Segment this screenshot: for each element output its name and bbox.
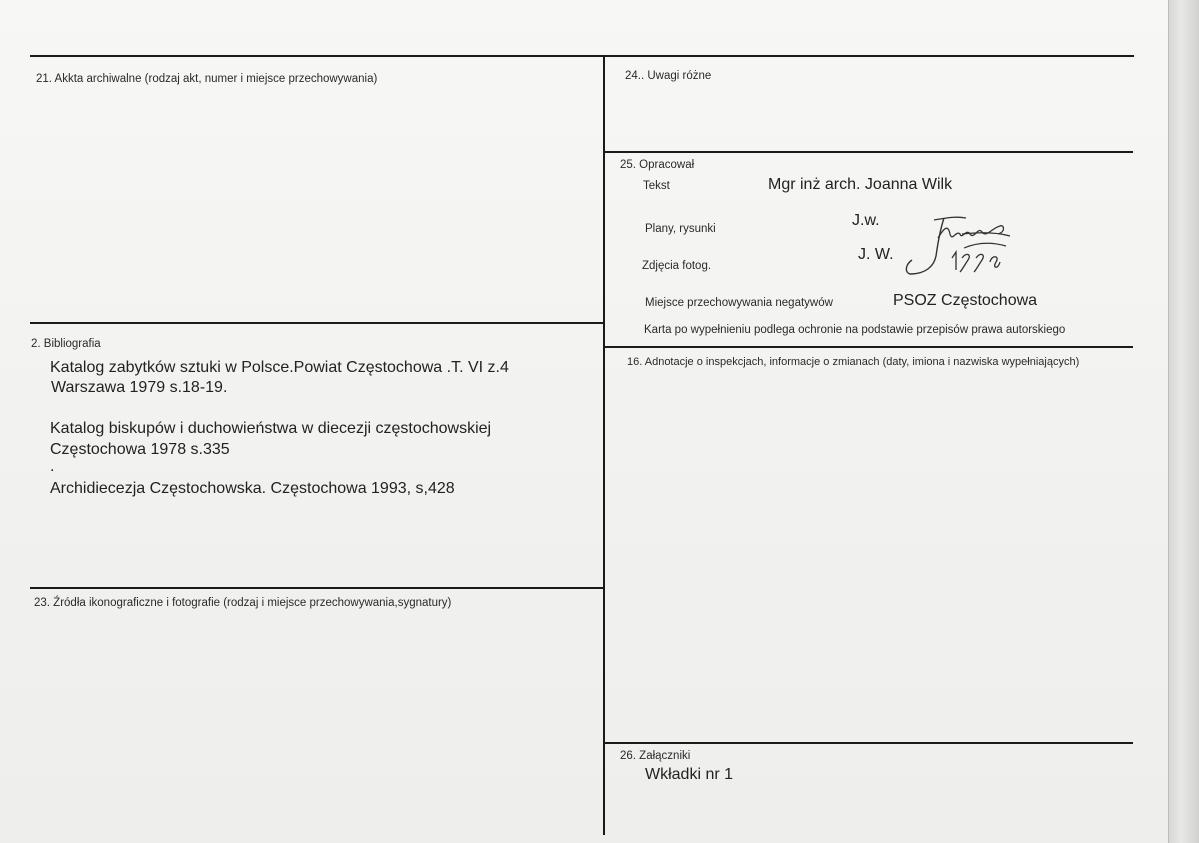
rule-right-25-16 (605, 346, 1133, 348)
tekst-value: Mgr inż arch. Joanna Wilk (768, 176, 953, 193)
bibliography-entry-2-line2: Częstochowa 1978 s.335 (50, 441, 230, 458)
copyright-note: Karta po wypełnieniu podlega ochronie na podstawie przepisów prawa autorskiego (644, 324, 1066, 336)
section-23-label: 23. Źródła ikonograficzne i fotografie (rodzaj i miejsce przechowywania,sygnatury) (34, 597, 452, 609)
attachments-value: Wkładki nr 1 (645, 766, 734, 783)
rule-right-24-25 (605, 151, 1133, 153)
top-rule (30, 55, 1134, 57)
rule-left-21-22 (30, 322, 604, 324)
bibliography-entry-2-line1: Katalog biskupów i duchowieństwa w diecezji częstochowskiej (50, 420, 492, 437)
plany-value: J.w. (852, 212, 880, 229)
section-22-label: 2. Bibliografia (31, 338, 101, 350)
paper-edge (1168, 0, 1199, 843)
zdjecia-label: Zdjęcia fotog. (642, 260, 712, 272)
rule-left-22-23 (30, 587, 604, 589)
miejsce-value: PSOZ Częstochowa (893, 292, 1038, 309)
stray-mark: . (50, 458, 55, 475)
zdjecia-value: J. W. (858, 246, 894, 263)
section-26-label: 26. Załączniki (620, 750, 691, 762)
section-25-label: 25. Opracował (620, 159, 695, 171)
bibliography-entry-1-line1: Katalog zabytków sztuki w Polsce.Powiat Częstochowa .T. VI z.4 (50, 359, 509, 376)
section-24-label: 24.. Uwagi różne (625, 70, 712, 82)
tekst-label: Tekst (643, 180, 670, 192)
section-21-label: 21. Akkta archiwalne (rodzaj akt, numer i miejsce przechowywania) (36, 73, 378, 85)
section-16-label: 16. Adnotacje o inspekcjach, informacje o zmianach (daty, imiona i nazwiska wypełniających) (627, 356, 1080, 368)
miejsce-label: Miejsce przechowywania negatywów (645, 297, 833, 309)
plany-label: Plany, rysunki (645, 223, 716, 235)
handwritten-signature (900, 212, 1020, 282)
center-divider (603, 57, 605, 835)
bibliography-entry-1-line2: Warszawa 1979 s.18-19. (51, 379, 228, 396)
bibliography-entry-3-line1: Archidiecezja Częstochowska. Częstochowa 1993, s,428 (50, 480, 455, 497)
rule-right-16-26 (605, 742, 1133, 744)
